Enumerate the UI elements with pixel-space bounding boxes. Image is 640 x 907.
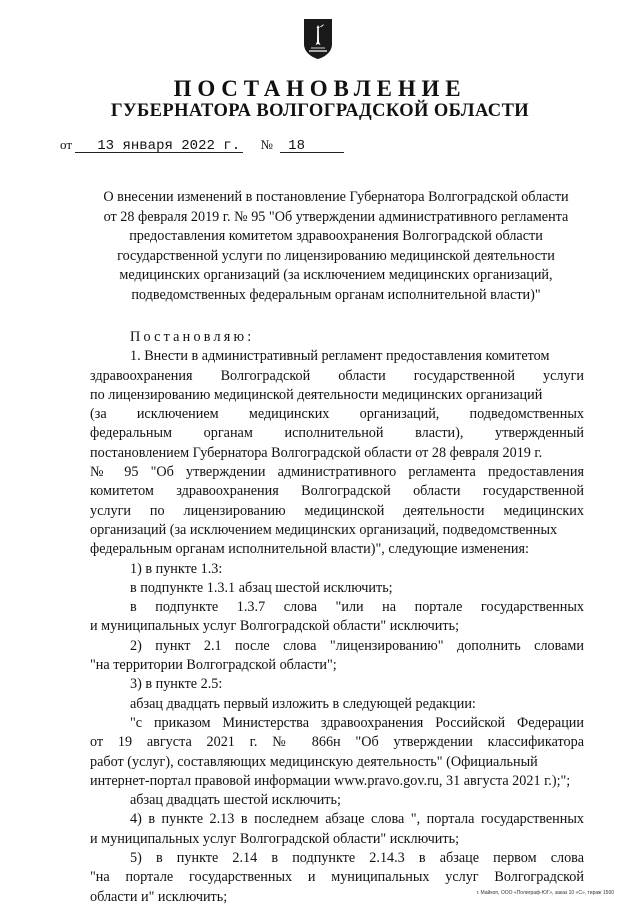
- document-number: 18: [280, 138, 344, 153]
- body-line: "на портале государственных и муниципальных услуг Волгоградской: [90, 869, 584, 886]
- printer-imprint: г. Майкоп, ООО «Полиграф-ЮГ», заказ 10 «С», тираж 1500: [476, 890, 614, 896]
- body-line: "на территории Волгоградской области";: [90, 657, 337, 674]
- body-line: "с приказом Министерства здравоохранения Российской Федерации: [130, 714, 584, 731]
- subject-line: подведомственных федеральным органам исполнительной власти)": [131, 286, 541, 303]
- body-line: интернет-портал правовой информации www.pravo.gov.ru, 31 августа 2021 г.);";: [90, 772, 571, 789]
- document-title: ПОСТАНОВЛЕНИЕ: [173, 76, 467, 101]
- document-issuer: ГУБЕРНАТОРА ВОЛГОГРАДСКОЙ ОБЛАСТИ: [110, 101, 530, 121]
- date-number-line: [60, 137, 344, 153]
- subject-line: медицинских организаций (за исключением медицинских организаций,: [119, 267, 553, 283]
- body-line: 5) в пункте 2.14 в подпункте 2.14.3 в абзаце первом слова: [130, 850, 584, 867]
- body-line: здравоохранения Волгоградской области государственной услуги: [90, 367, 584, 384]
- document-subject: [86, 188, 586, 305]
- body-line: (за исключением медицинских организаций, подведомственных: [90, 406, 584, 423]
- coat-of-arms-icon: [303, 18, 333, 60]
- document-body: [90, 328, 584, 907]
- body-line: и муниципальных услуг Волгоградской области" исключить;: [90, 618, 460, 635]
- body-line: области и" исключить;: [90, 888, 228, 905]
- subject-line: О внесении изменений в постановление Губернатора Волгоградской области: [103, 189, 569, 205]
- body-line: организаций (за исключением медицинских организаций, подведомственных: [90, 521, 558, 538]
- body-line: 3) в пункте 2.5:: [130, 676, 223, 693]
- date-prefix: от: [60, 137, 73, 152]
- body-line: 2) пункт 2.1 после слова "лицензированию" дополнить словами: [130, 637, 584, 654]
- body-line: федеральным органам исполнительной власти), утвержденный: [90, 425, 584, 442]
- subject-line: предоставления комитетом здравоохранения Волгоградской области: [129, 228, 543, 244]
- body-line: комитетом здравоохранения Волгоградской области государственной: [90, 483, 584, 500]
- document-date: 13 января 2022 г.: [75, 138, 243, 153]
- subject-line: от 28 февраля 2019 г. № 95 "Об утверждении административного регламента: [103, 208, 569, 225]
- body-line: в подпункте 1.3.1 абзац шестой исключить;: [130, 579, 393, 596]
- number-label: №: [260, 137, 273, 152]
- resolution-word: Постановляю:: [130, 329, 255, 345]
- body-line: № 95 "Об утверждении административного регламента предоставления: [90, 464, 584, 481]
- body-line: 1) в пункте 1.3:: [130, 560, 223, 577]
- body-line: услуги по лицензированию медицинской деятельности медицинских: [90, 502, 584, 519]
- body-line: работ (услуг), составляющих медицинскую деятельность" (Официальный: [90, 753, 538, 770]
- body-line: и муниципальных услуг Волгоградской области" исключить;: [90, 830, 460, 847]
- body-line: федеральным органам исполнительной власти)", следующие изменения:: [90, 541, 529, 558]
- subject-line: государственной услуги по лицензированию медицинской деятельности: [117, 247, 555, 264]
- body-line: по лицензированию медицинской деятельности медицинских организаций: [90, 386, 543, 403]
- body-line: постановлением Губернатора Волгоградской области от 28 февраля 2019 г.: [90, 444, 543, 461]
- body-line: абзац двадцать шестой исключить;: [130, 792, 341, 809]
- body-line: абзац двадцать первый изложить в следующей редакции:: [130, 695, 476, 712]
- body-line: в подпункте 1.3.7 слова "или на портале государственных: [130, 599, 584, 616]
- body-line: 4) в пункте 2.13 в последнем абзаце слова ", портала государственных: [130, 811, 584, 828]
- body-line: 1. Внести в административный регламент предоставления комитетом: [130, 348, 550, 365]
- body-line: от 19 августа 2021 г. № 866н "Об утверждении классификатора: [90, 734, 584, 751]
